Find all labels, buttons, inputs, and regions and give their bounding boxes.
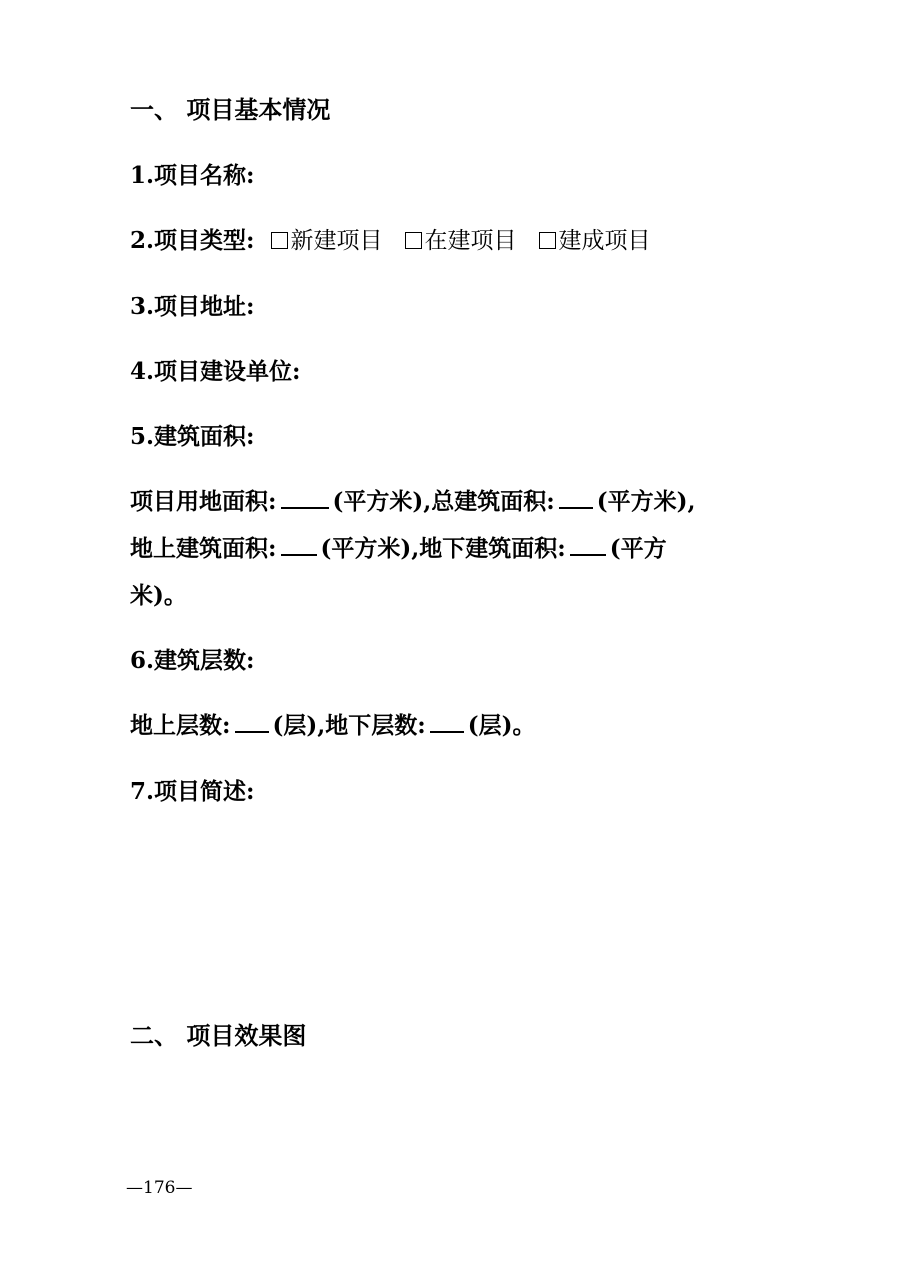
land-area-label: 项目用地面积: [130, 488, 277, 515]
field-project-summary: 7.项目简述: [130, 778, 255, 805]
option-new-project[interactable] [271, 228, 383, 254]
underground-floors-label: (层),地下层数: [272, 712, 426, 739]
underground-area-blank[interactable] [570, 534, 606, 556]
underground-floors-unit: (层)。 [467, 712, 536, 739]
option-new-project-label: 新建项目 [290, 228, 383, 254]
section-title-renderings: 二、 项目效果图 [130, 1021, 307, 1050]
section-title-basic-info: 一、 项目基本情况 [130, 95, 331, 124]
area-line-3: 米)。 [130, 582, 187, 609]
floors-line [130, 711, 536, 741]
field-project-address: 3.项目地址: [130, 293, 255, 320]
land-area-blank[interactable] [281, 487, 329, 509]
option-completed-project[interactable] [539, 228, 651, 254]
checkbox-in-progress-project[interactable] [405, 232, 422, 249]
above-ground-floors-blank[interactable] [235, 711, 269, 733]
area-line-2 [130, 534, 667, 564]
field-project-builder: 4.项目建设单位: [130, 358, 301, 385]
field-building-area: 5.建筑面积: [130, 423, 255, 450]
area-line-1 [130, 487, 696, 517]
total-area-unit: (平方米), [596, 488, 696, 515]
above-ground-area-label: 地上建筑面积: [130, 535, 277, 562]
project-type-options [271, 228, 673, 254]
total-area-blank[interactable] [559, 487, 593, 509]
above-ground-area-blank[interactable] [281, 534, 317, 556]
field-project-type-label: 2.项目类型: [130, 227, 255, 254]
underground-area-unit: (平方 [609, 535, 667, 562]
underground-floors-blank[interactable] [430, 711, 464, 733]
page-number: —176— [126, 1178, 193, 1198]
checkbox-completed-project[interactable] [539, 232, 556, 249]
above-ground-floors-label: 地上层数: [130, 712, 231, 739]
option-completed-project-label: 建成项目 [558, 228, 651, 254]
option-in-progress-project-label: 在建项目 [424, 228, 517, 254]
field-project-type [130, 226, 673, 256]
field-project-name: 1.项目名称: [130, 162, 255, 189]
total-area-label: (平方米),总建筑面积: [332, 488, 555, 515]
option-in-progress-project[interactable] [405, 228, 517, 254]
field-building-floors: 6.建筑层数: [130, 647, 255, 674]
checkbox-new-project[interactable] [271, 232, 288, 249]
underground-area-label: (平方米),地下建筑面积: [320, 535, 566, 562]
